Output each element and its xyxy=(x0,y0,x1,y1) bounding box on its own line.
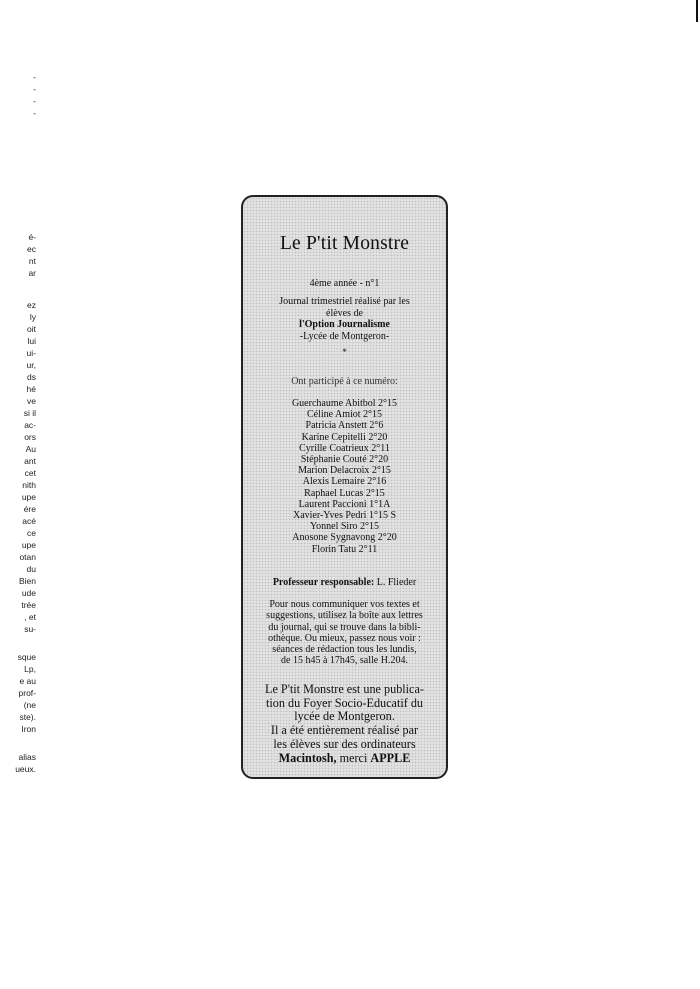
text-fragment: e au xyxy=(19,676,36,686)
closing-line: Le P'tit Monstre est une publica- xyxy=(265,682,424,696)
text-fragment: du xyxy=(26,564,36,574)
contributor-entry: Laurent Paccioni 1°1A xyxy=(298,498,391,510)
text-fragment: - xyxy=(33,108,36,118)
text-fragment: Lp, xyxy=(24,664,36,674)
contributor-entry: Alexis Lemaire 2°16 xyxy=(302,476,387,488)
intro-line-option: l'Option Journalisme xyxy=(299,319,390,330)
closing-line: Il a été entièrement réalisé par xyxy=(270,723,419,738)
text-fragment: ur, xyxy=(26,360,36,370)
contributor-entry: Patricia Anstett 2°6 xyxy=(305,420,384,432)
text-fragment: , et xyxy=(24,612,36,622)
text-fragment: ec xyxy=(27,244,36,254)
contributor-entry: Anosone Sygnavong 2°20 xyxy=(292,532,397,544)
contact-line: Pour nous communiquer vos textes et xyxy=(269,599,420,610)
closing-line: les élèves sur des ordinateurs xyxy=(273,736,416,751)
left-column-text-fragments xyxy=(0,0,36,989)
text-fragment: ly xyxy=(29,312,36,322)
professor-name: L. Flieder xyxy=(376,577,417,588)
text-fragment: Bien xyxy=(18,576,36,586)
contributor-entry: Yonnel Siro 2°15 xyxy=(309,521,380,533)
text-fragment: ds xyxy=(27,372,36,382)
text-fragment: alias xyxy=(18,752,36,762)
contributor-entry: Céline Amiot 2°15 xyxy=(306,409,383,421)
text-fragment: ez xyxy=(27,300,36,310)
text-fragment: ar xyxy=(28,268,36,278)
text-fragment: - xyxy=(33,96,36,106)
text-fragment: Au xyxy=(25,444,36,454)
text-fragment: Iron xyxy=(21,724,36,734)
text-fragment: acé xyxy=(22,516,36,526)
intro-block xyxy=(249,296,440,342)
text-fragment: nt xyxy=(28,256,36,266)
contributor-entry: Cyrille Coatrieux 2°11 xyxy=(299,442,390,454)
contributors-label: Ont participé à ce numéro: xyxy=(291,376,398,387)
contact-line: de 15 h45 à 17h45, salle H.204. xyxy=(281,655,408,667)
contributor-entry: Stéphanie Couté 2°20 xyxy=(300,454,389,466)
text-fragment: ude xyxy=(21,588,36,598)
text-fragment: (ne xyxy=(23,700,36,710)
text-fragment: upe xyxy=(21,540,36,550)
intro-line: -Lycée de Montgeron- xyxy=(299,330,390,342)
text-fragment: ueux. xyxy=(15,764,36,774)
text-fragment: prof- xyxy=(18,688,36,698)
apple-word: APPLE xyxy=(370,750,411,765)
contributor-entry: Marion Delacroix 2°15 xyxy=(298,465,391,477)
closing-line: tion du Foyer Socio-Educatif du xyxy=(265,695,424,710)
text-fragment: - xyxy=(33,84,36,94)
text-fragment: lui xyxy=(27,336,36,346)
text-fragment: ce xyxy=(27,528,36,538)
contributor-entry: Karine Cepitelli 2°20 xyxy=(301,431,388,443)
macintosh-word: Macintosh, xyxy=(278,750,337,765)
intro-line: Journal trimestriel réalisé par les xyxy=(279,296,410,307)
text-fragment: su- xyxy=(24,624,36,634)
closing-line: lycée de Montgeron. xyxy=(294,709,395,724)
contributor-entry: Xavier-Yves Pedri 1°15 S xyxy=(292,510,397,522)
text-fragment: ors xyxy=(24,432,36,442)
text-fragment: cet xyxy=(24,468,36,478)
merci-word: merci xyxy=(336,750,371,765)
text-fragment: sque xyxy=(17,652,36,662)
text-fragment: é- xyxy=(28,232,36,242)
contributor-entry: Raphael Lucas 2°15 xyxy=(304,487,385,499)
contact-paragraph xyxy=(249,599,440,667)
text-fragment: upe xyxy=(21,492,36,502)
contact-line: séances de rédaction tous les lundis, xyxy=(272,644,417,656)
contributor-entry: Florin Tatu 2°11 xyxy=(311,543,378,555)
text-fragment: ui- xyxy=(26,348,36,358)
text-fragment: ant xyxy=(24,456,36,466)
contact-line: du journal, qui se trouve dans la bibli- xyxy=(268,621,421,633)
text-fragment: trée xyxy=(21,600,36,610)
contact-line: othèque. Ou mieux, passez nous voir : xyxy=(268,632,421,644)
text-fragment: - xyxy=(33,72,36,82)
masthead-box xyxy=(241,195,448,779)
text-fragment: otan xyxy=(19,552,36,562)
page-edge-mark xyxy=(696,0,698,22)
edition-number: 4ème année - n°1 xyxy=(309,278,380,289)
text-fragment: ac- xyxy=(24,420,36,430)
professor-label: Professeur responsable: xyxy=(272,577,375,588)
text-fragment: oit xyxy=(27,324,36,334)
text-fragment: si il xyxy=(23,408,36,418)
text-fragment: nith xyxy=(22,480,36,490)
text-fragment: ve xyxy=(27,396,36,406)
text-fragment: hé xyxy=(26,384,36,394)
intro-line: élèves de xyxy=(326,307,363,319)
contributor-entry: Guerchaume Abitbol 2°15 xyxy=(291,398,398,409)
closing-paragraph xyxy=(249,683,440,765)
professor-line xyxy=(249,577,440,588)
contributors-list xyxy=(249,398,440,555)
text-fragment: ére xyxy=(23,504,36,514)
contact-line: suggestions, utilisez la boîte aux lettres xyxy=(266,610,423,622)
newspaper-title: Le P'tit Monstre xyxy=(279,233,410,254)
text-fragment: ste). xyxy=(19,712,36,722)
closing-line-final xyxy=(249,752,440,766)
star-ornament: * xyxy=(342,347,347,357)
